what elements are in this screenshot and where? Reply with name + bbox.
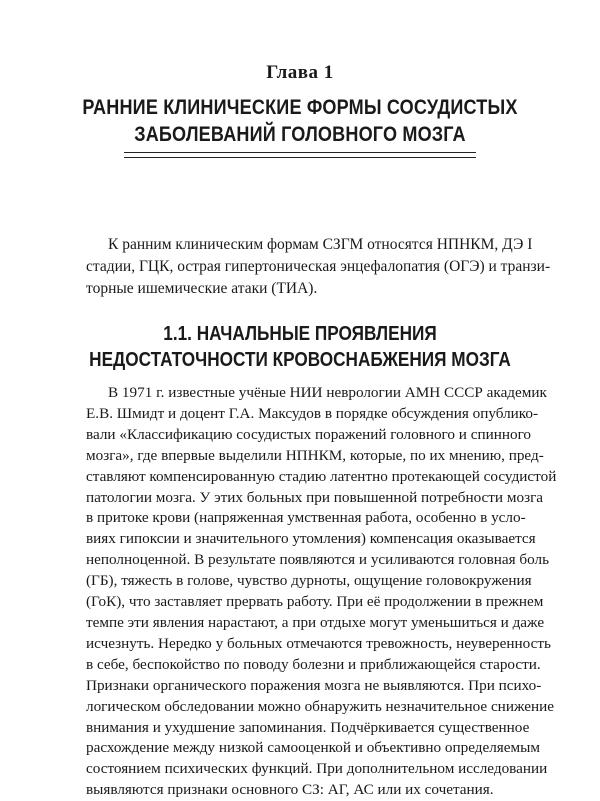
body-line: логическом обследовании можно обнаружить незначительное снижение: [86, 697, 554, 715]
body-line: состоянием психических функций. При дополнительном исследовании: [86, 760, 548, 778]
body-line: (ГоК), что заставляет прервать работу. При её продолжении в прежнем: [86, 593, 544, 611]
body-line: в себе, беспокойство по поводу болезни и приближающейся старости.: [86, 655, 541, 673]
section-title: [76, 321, 523, 373]
body-line: виях гипоксии и значительного утомления) компенсация оказывается: [86, 530, 536, 548]
body-line: внимания и ухудшение запоминания. Подчёркивается существенное: [86, 718, 530, 736]
body-line: расхождение между низкой самооценкой и объективно определяемым: [86, 739, 540, 757]
body-line: мозга», где впервые выделили НПНКМ, которые, по их мнению, пред-: [86, 446, 544, 464]
body-line: (ГБ), тяжесть в голове, чувство дурноты, ощущение головокружения: [86, 572, 532, 590]
body-line: патологии мозга. У этих больных при повышенной потребности мозга: [86, 488, 544, 506]
body-line: Е.В. Шмидт и доцент Г.А. Максудов в порядке обсуждения опублико-: [86, 404, 539, 422]
intro-line: стадии, ГЦК, острая гипертоническая энцефалопатия (ОГЭ) и транзи-: [86, 258, 551, 275]
title-divider-top: [124, 152, 476, 153]
body-line: неполноценной. В результате появляются и усиливаются головная боль: [86, 551, 550, 569]
section-title-line-2: НЕДОСТАТОЧНОСТИ КРОВОСНАБЖЕНИЯ МОЗГА: [89, 349, 511, 371]
intro-paragraph: [86, 234, 551, 300]
body-paragraph: [86, 383, 557, 801]
chapter-title: [76, 94, 523, 148]
body-line: Признаки органического поражения мозга не выявляются. При психо-: [86, 676, 542, 694]
chapter-label: Глава 1: [266, 62, 334, 83]
body-line: выявляются признаки основного СЗ: АГ, АС или их сочетания.: [86, 781, 494, 799]
body-line: темпе эти явления нарастают, а при отдыхе могут уменьшиться и даже: [86, 613, 545, 631]
intro-line: торные ишемические атаки (ТИА).: [86, 280, 318, 297]
body-line: ставляют компенсированную стадию латентно протекающей сосудистой: [86, 467, 557, 485]
chapter-title-line-1: РАННИЕ КЛИНИЧЕСКИЕ ФОРМЫ СОСУДИСТЫХ: [82, 96, 518, 119]
body-line: в притоке крови (напряженная умственная работа, особенно в усло-: [86, 509, 526, 527]
intro-line: К ранним клиническим формам СЗГМ относятся НПНКМ, ДЭ I: [108, 236, 533, 253]
title-divider-bottom: [124, 157, 476, 158]
chapter-title-line-2: ЗАБОЛЕВАНИЙ ГОЛОВНОГО МОЗГА: [134, 123, 466, 146]
body-line: вали «Классификацию сосудистых поражений головного и спинного: [86, 425, 532, 443]
body-line: В 1971 г. известные учёные НИИ неврологии АМН СССР академик: [108, 384, 547, 401]
body-line: исчезнуть. Нередко у больных отмечаются тревожность, неуверенность: [86, 634, 551, 652]
section-title-line-1: 1.1. НАЧАЛЬНЫЕ ПРОЯВЛЕНИЯ: [163, 323, 437, 345]
